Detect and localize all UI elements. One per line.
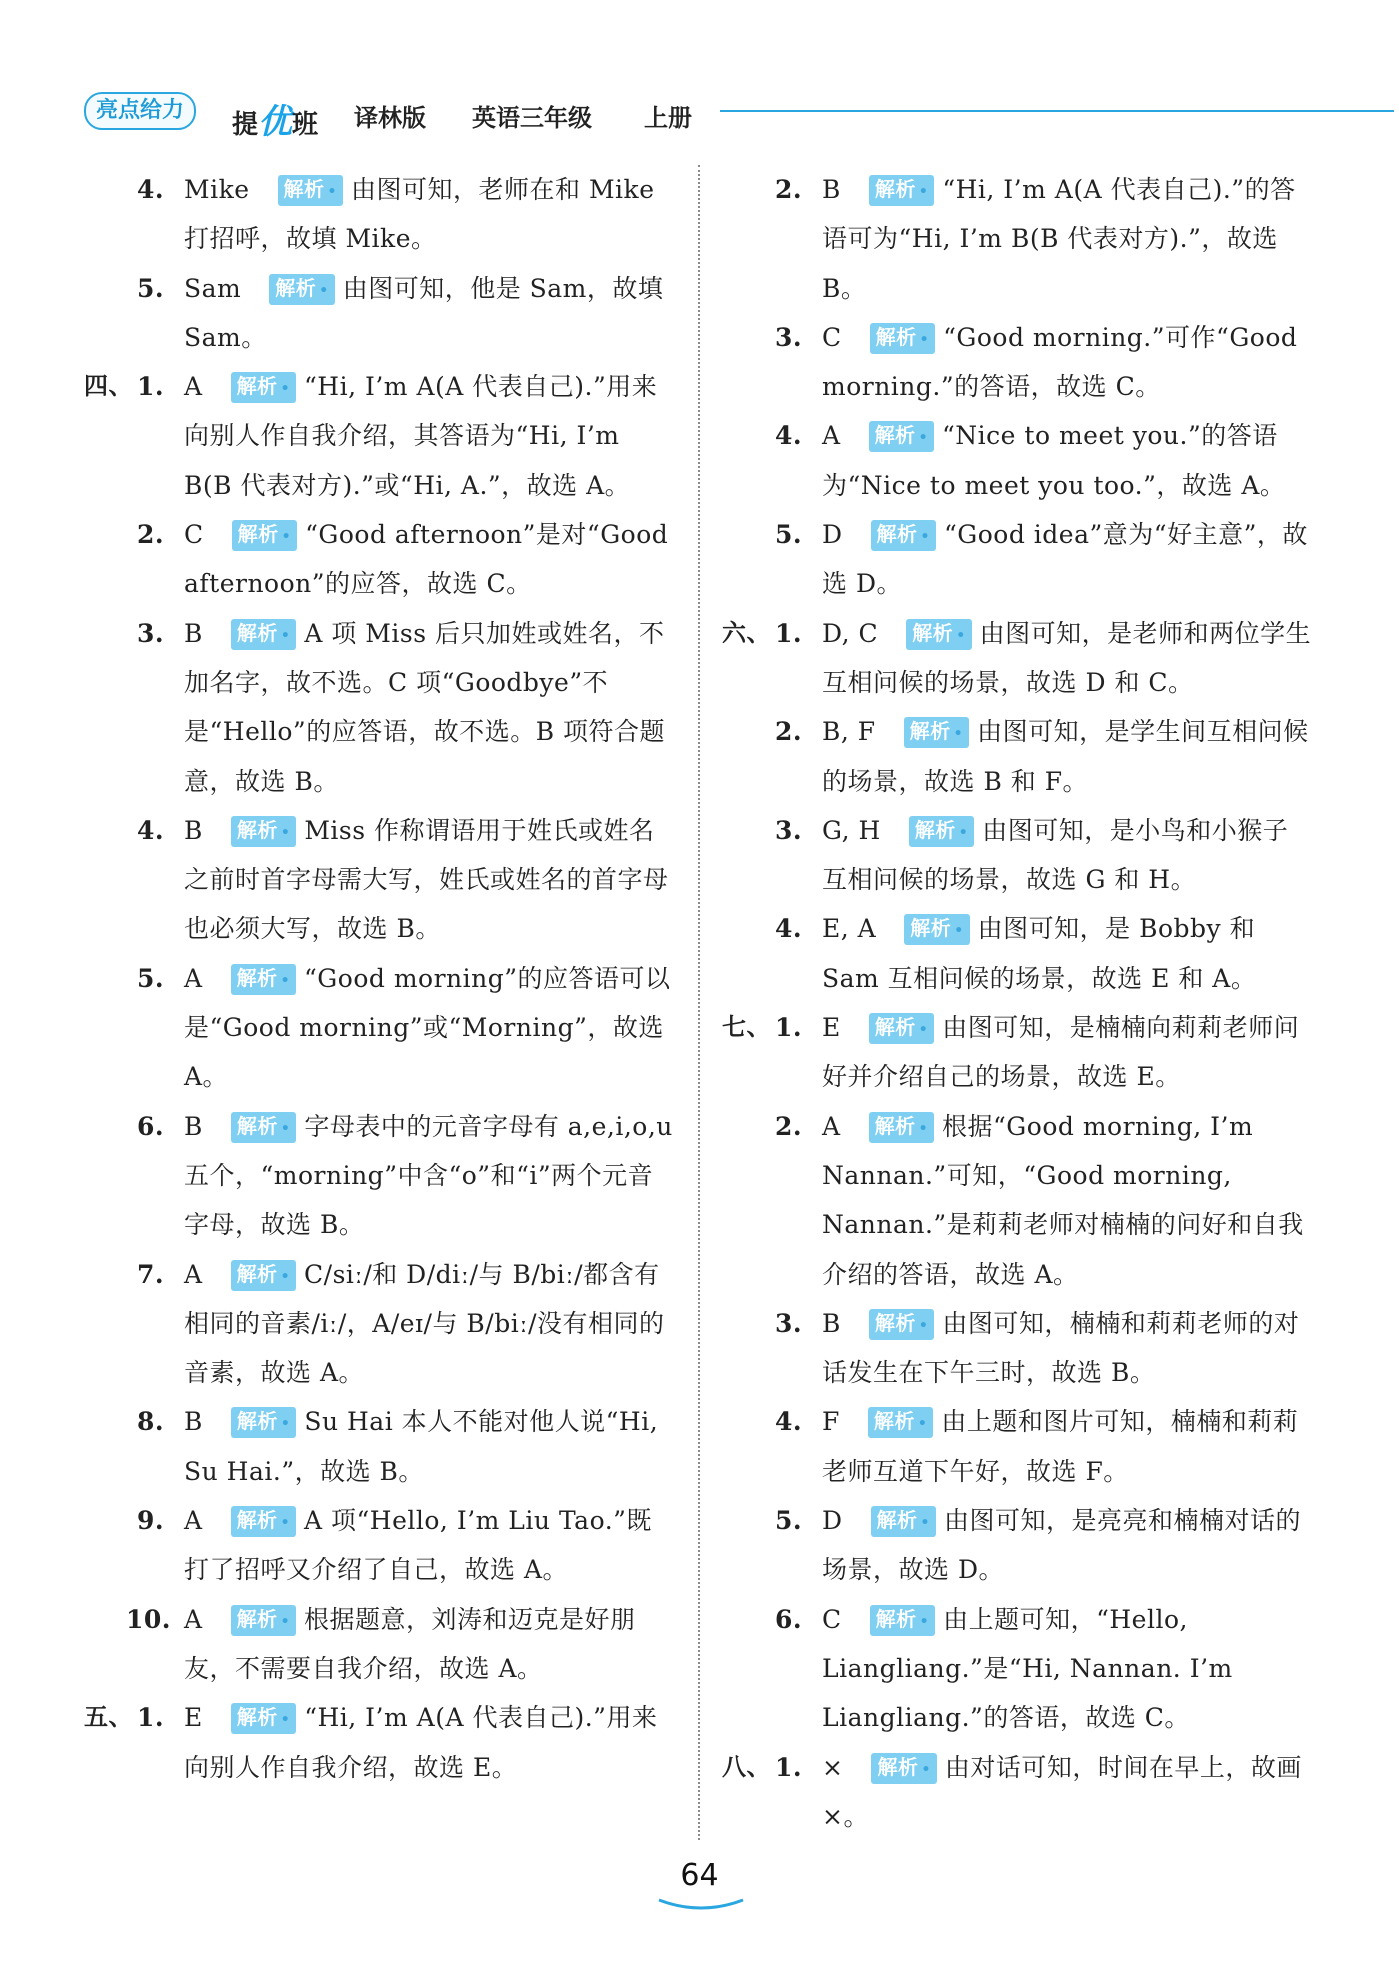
answer-entry [84,806,674,954]
answer-entry [84,1397,674,1496]
analysis-tag: 解析 • [231,816,296,847]
answer-entry [722,707,1312,806]
header-rule [720,110,1394,112]
answer-value: D [822,520,843,550]
answer-entry [84,264,674,363]
explanation-text: C/siː/和 D/diː/与 B/biː/都含有相同的音素/iː/，A/eɪ/与 B/biː/没有相同的音素，故选 A。 [184,1259,665,1388]
explanation-text: 由上题和图片可知，楠楠和莉莉老师互道下午好，故选 F。 [822,1407,1299,1486]
page-header [84,88,1314,142]
answer-value: B [822,175,841,204]
analysis-tag: 解析 • [909,816,974,847]
answer-value: Sam [184,273,242,303]
explanation-text: 由图可知，是 Bobby 和 Sam 互相问候的场景，故选 E 和 A。 [822,914,1257,993]
answer-value: B [184,1111,203,1141]
analysis-tag: 解析 • [906,619,971,650]
explanation-text: 由图可知，老师在和 Mike 打招呼，故填 Mike。 [184,175,655,254]
analysis-tag: 解析 • [869,421,934,452]
analysis-tag: 解析 • [871,520,936,551]
explanation-text: “Good idea”意为“好主意”，故选 D。 [822,520,1308,599]
analysis-tag: 解析 • [869,1309,934,1340]
question-number: 2. [137,520,165,550]
explanation-text: 由图可知，是学生间互相问候的场景，故选 B 和 F。 [822,717,1309,796]
question-number: 7. [137,1259,165,1289]
question-number: 2. [775,717,803,747]
analysis-tag: 解析 • [231,1407,296,1438]
answer-entry [722,1003,1312,1102]
question-number: 2. [775,175,803,204]
analysis-tag: 解析 • [231,964,296,995]
answer-value: A [184,1604,203,1634]
answer-entry [722,1496,1312,1595]
answer-entry [84,165,674,264]
explanation-text: 由上题可知，“Hello, Liangliang.”是“Hi, Nannan. I’m Liangliang.”的答语，故选 C。 [822,1604,1233,1733]
answer-value: G, H [822,815,881,845]
answer-value: A [822,1111,841,1141]
section-label: 六、 [722,618,771,647]
answer-entry [84,954,674,1102]
question-number: 10. [126,1604,171,1634]
answer-entry [84,609,674,806]
column-divider [698,165,700,1840]
question-number: 1. [775,1013,803,1043]
answer-value: C [822,322,842,352]
question-number: 1. [775,1752,803,1782]
analysis-tag: 解析 • [231,1260,296,1291]
explanation-text: A 项 Miss 后只加姓或姓名，不加名字，故不选。C 项“Goodbye”不是“Hello”的应答语，故不选。B 项符合题意，故选 B。 [184,618,666,796]
analysis-tag: 解析 • [232,520,297,551]
analysis-tag: 解析 • [231,619,296,650]
explanation-text: “Hi, I’m A(A 代表自己).”用来向别人作自我介绍，故选 E。 [184,1703,658,1782]
question-number: 3. [137,618,165,648]
question-number: 5. [775,1506,803,1536]
analysis-tag: 解析 • [868,1407,933,1438]
volume: 上册 [644,104,692,132]
section-label: 七、 [722,1013,771,1042]
brand-logo: 亮点给力 [84,92,196,130]
answer-value: A [822,421,841,451]
answer-value: C [822,1604,842,1634]
answer-value: B, F [822,717,876,747]
question-number: 6. [137,1111,165,1141]
answer-value: A [184,1506,203,1536]
left-column [84,165,674,1792]
analysis-tag: 解析 • [869,1013,934,1044]
answer-entry [722,806,1312,905]
question-number: 5. [775,520,803,550]
answer-value: B [822,1308,841,1338]
question-number: 4. [137,175,165,204]
analysis-tag: 解析 • [870,1605,935,1636]
right-column [722,165,1312,1841]
explanation-text: 由图可知，是亮亮和楠楠对话的场景，故选 D。 [822,1506,1302,1585]
question-number: 5. [137,273,165,303]
answer-entry [722,411,1312,510]
answer-value: A [184,1259,203,1289]
subject-grade: 英语三年级 [472,104,592,132]
explanation-text: Su Hai 本人不能对他人说“Hi, Su Hai.”，故选 B。 [184,1407,659,1486]
explanation-text: 由图可知，是小鸟和小猴子互相问候的场景，故选 G 和 H。 [822,815,1289,895]
answer-value: Mike [184,175,250,204]
page-number-swoosh [655,1896,747,1914]
explanation-text: 由图可知，是楠楠向莉莉老师问好并介绍自己的场景，故选 E。 [822,1013,1300,1092]
analysis-tag: 解析 • [869,1112,934,1143]
answer-value: B [184,1407,203,1437]
analysis-tag: 解析 • [904,717,969,748]
answer-value: A [184,963,203,993]
explanation-text: 由图可知，他是 Sam，故填 Sam。 [184,273,664,352]
question-number: 1. [775,618,803,648]
explanation-text: 由图可知，楠楠和莉莉老师的对话发生在下午三时，故选 B。 [822,1308,1300,1388]
analysis-tag: 解析 • [871,1753,936,1784]
answer-entry [722,609,1312,708]
analysis-tag: 解析 • [869,175,934,206]
analysis-tag: 解析 • [904,914,969,945]
question-number: 9. [137,1506,165,1536]
answer-entry [722,1102,1312,1299]
analysis-tag: 解析 • [269,274,334,305]
answer-entry [84,1693,674,1792]
explanation-text: “Hi, I’m A(A 代表自己).”的答语可为“Hi, I’m B(B 代表对方).”，故选 B。 [822,175,1296,303]
answer-entry [722,165,1312,313]
answer-entry [722,510,1312,609]
series-title: 提优班 [232,102,319,142]
answer-entry [722,1397,1312,1496]
analysis-tag: 解析 • [231,1605,296,1636]
question-number: 5. [137,963,165,993]
analysis-tag: 解析 • [278,175,343,206]
explanation-text: “Nice to meet you.”的答语为“Nice to meet you too.”，故选 A。 [822,421,1286,500]
answer-entry [84,1496,674,1595]
section-label: 四、 [84,372,133,401]
answer-entry [722,1743,1312,1842]
answer-value: E, A [822,914,877,944]
section-label: 五、 [84,1703,133,1732]
question-number: 3. [775,1308,803,1338]
question-number: 3. [775,815,803,845]
analysis-tag: 解析 • [231,372,296,403]
answer-value: C [184,520,204,550]
question-number: 4. [775,914,803,944]
answer-entry [84,510,674,609]
question-number: 2. [775,1111,803,1141]
question-number: 1. [137,1703,165,1733]
answer-value: A [184,372,203,402]
analysis-tag: 解析 • [231,1112,296,1143]
answer-entry [84,1250,674,1398]
answer-entry [722,904,1312,1003]
section-label: 八、 [722,1752,771,1781]
question-number: 1. [137,372,165,402]
explanation-text: “Good afternoon”是对“Good afternoon”的应答，故选 C。 [184,520,669,599]
analysis-tag: 解析 • [231,1703,296,1734]
answer-entry [722,1299,1312,1398]
explanation-text: 由对话可知，时间在早上，故画×。 [822,1752,1302,1831]
answer-value: B [184,815,203,845]
question-number: 4. [775,421,803,451]
question-number: 3. [775,322,803,352]
answer-value: × [822,1752,844,1782]
question-number: 4. [775,1407,803,1437]
answer-value: D [822,1506,843,1536]
answer-entry [84,1102,674,1250]
explanation-text: 根据“Good morning, I’m Nannan.”可知，“Good morning, Nannan.”是莉莉老师对楠楠的问好和自我介绍的答语，故选 A。 [822,1111,1304,1289]
explanation-text: “Hi, I’m A(A 代表自己).”用来向别人作自我介绍，其答语为“Hi, I’m B(B 代表对方).”或“Hi, A.”，故选 A。 [184,372,658,500]
explanation-text: 根据题意，刘涛和迈克是好朋友，不需要自我介绍，故选 A。 [184,1604,636,1683]
explanation-text: 字母表中的元音字母有 a,e,i,o,u 五个，“morning”中含“o”和“i”两个元音字母，故选 B。 [184,1111,673,1240]
answer-value: B [184,618,203,648]
explanation-text: 由图可知，是老师和两位学生互相问候的场景，故选 D 和 C。 [822,618,1312,697]
analysis-tag: 解析 • [231,1506,296,1537]
explanation-text: “Good morning.”可作“Good morning.”的答语，故选 C。 [822,322,1298,402]
explanation-text: A 项“Hello, I’m Liu Tao.”既打了招呼又介绍了自己，故选 A。 [184,1506,652,1585]
answer-value: F [822,1407,840,1437]
answer-value: E [184,1703,203,1733]
answer-entry [84,362,674,510]
answer-value: D, C [822,618,879,648]
question-number: 4. [137,815,165,845]
answer-entry [722,1595,1312,1743]
answer-entry [84,1595,674,1694]
question-number: 6. [775,1604,803,1634]
page-number: 64 [680,1858,719,1893]
analysis-tag: 解析 • [870,323,935,354]
edition: 译林版 [354,104,426,132]
explanation-text: Miss 作称谓语用于姓氏或姓名之前时首字母需大写，姓氏或姓名的首字母也必须大写，故选 B。 [184,815,669,944]
analysis-tag: 解析 • [871,1506,936,1537]
question-number: 8. [137,1407,165,1437]
answer-entry [722,313,1312,412]
explanation-text: “Good morning”的应答语可以是“Good morning”或“Morning”，故选 A。 [184,963,671,1092]
answer-value: E [822,1013,841,1043]
